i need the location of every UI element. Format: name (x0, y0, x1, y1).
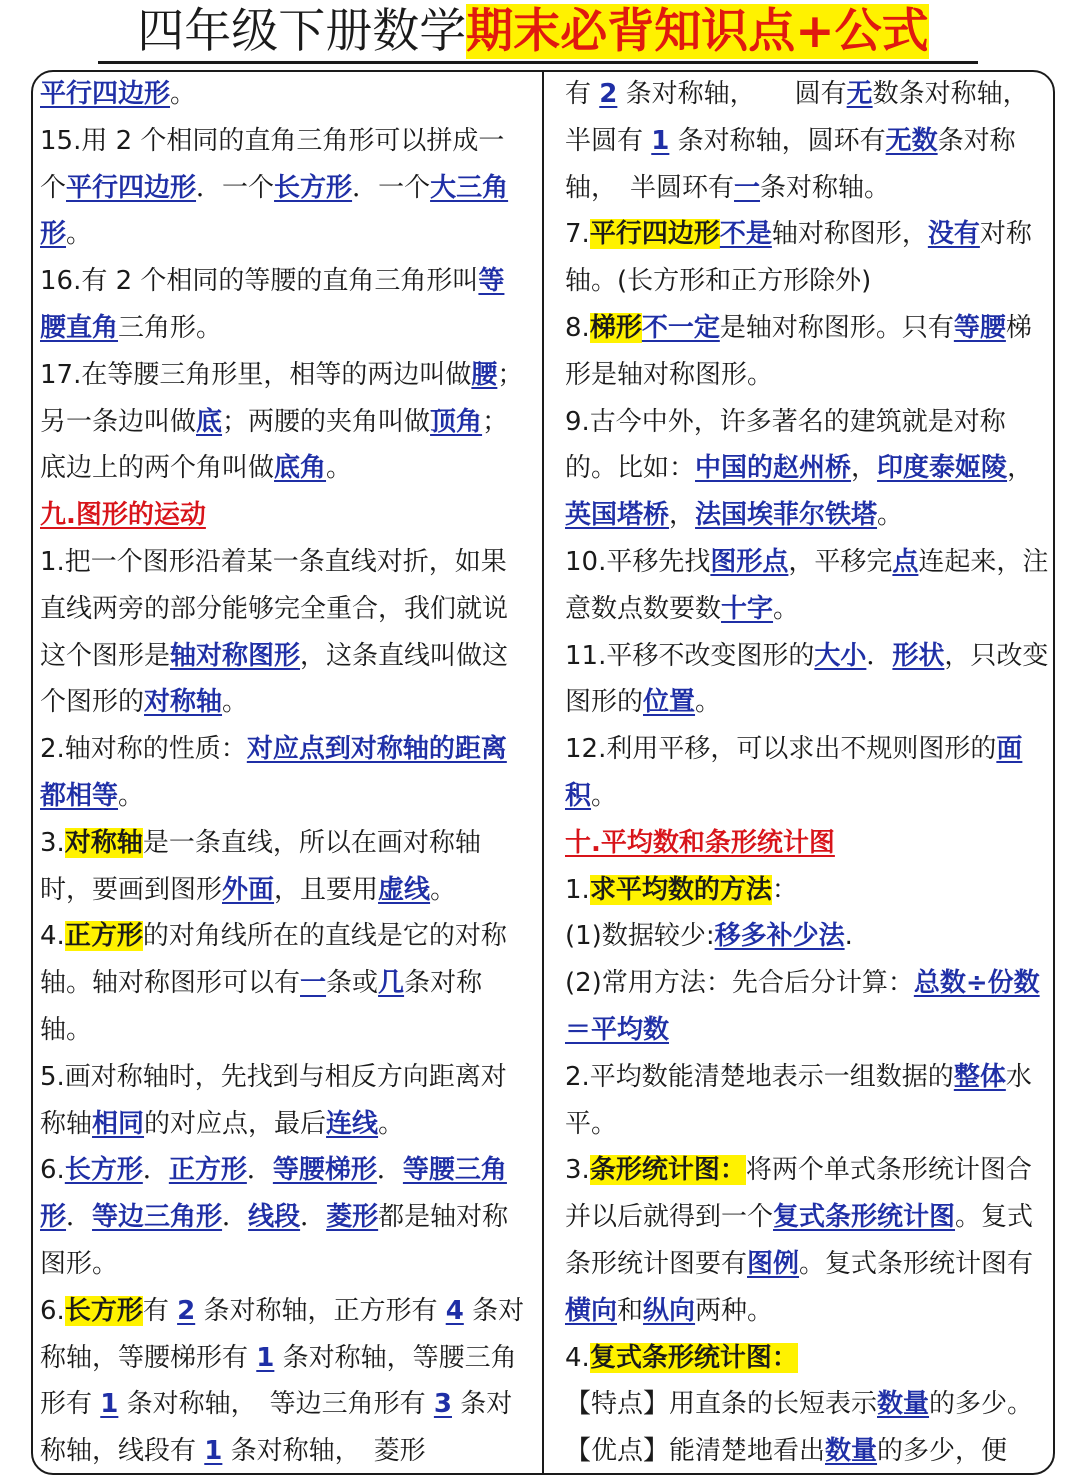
key-term: 法国埃菲尔铁塔 (695, 500, 878, 531)
text-segment: 条对称轴，圆环有 (669, 125, 886, 156)
paragraph (565, 211, 1051, 305)
key-term: 2 (599, 79, 618, 109)
text-segment: 16.有 2 个相同的等腰的直角三角形叫 (40, 266, 479, 297)
text-segment: ， (669, 500, 696, 531)
text-segment: 条对称轴， 圆有 (617, 79, 847, 109)
paragraph (565, 913, 1051, 960)
key-term: 图形点 (710, 546, 789, 577)
key-term: 长方形 (274, 172, 353, 203)
title-part2-highlighted: 期末必背知识点+公式 (466, 4, 929, 59)
text-segment: 。 (326, 453, 353, 484)
paragraph (565, 1381, 1051, 1428)
section-heading: 九.图形的运动 (40, 500, 206, 531)
key-term: 底 (196, 406, 223, 437)
text-segment: ，且要用 (274, 874, 379, 905)
paragraph (40, 352, 530, 492)
paragraph (565, 633, 1051, 727)
text-segment: 和 (617, 1295, 644, 1326)
paragraph (565, 1147, 1051, 1334)
text-segment: 将两个单式条形统计图合并以后就得到一个 (565, 1155, 1032, 1233)
column-divider (542, 70, 544, 1475)
key-term: 没有 (927, 219, 980, 250)
text-segment: ： (771, 874, 798, 905)
text-segment: ，这条直线叫做这个图形的 (40, 640, 509, 718)
key-term: 十字 (721, 593, 774, 624)
text-segment: ． (222, 1202, 249, 1233)
text-segment: 。 (695, 687, 722, 718)
key-term: 几 (378, 968, 405, 999)
section-heading: 十.平均数和条形统计图 (565, 827, 835, 858)
paragraph (40, 1288, 530, 1473)
text-segment: 是轴对称图形。只有 (719, 312, 954, 343)
text-segment: 。 (591, 780, 618, 811)
text-segment: 【优点】能清楚地看出 (565, 1436, 826, 1467)
right-column (565, 71, 1051, 1473)
text-segment: (2)常用方法：先合后分计算： (565, 968, 914, 999)
text-segment: 。 (66, 219, 93, 250)
title-underline (98, 61, 978, 64)
page-title (0, 0, 1066, 64)
text-segment: 17.在等腰三角形里，相等的两边叫做 (40, 359, 472, 390)
text-segment: 的多少，便 (877, 1436, 1008, 1467)
paragraph (40, 1054, 530, 1148)
paragraph (40, 71, 530, 118)
paragraph (565, 1428, 1051, 1473)
key-term: 线段 (248, 1202, 301, 1233)
text-segment: 的对应点，最后 (144, 1108, 327, 1139)
paragraph (40, 913, 530, 1053)
key-term: 2 (177, 1295, 196, 1326)
key-term: 顶角 (430, 406, 483, 437)
key-term: 移多补少法 (714, 921, 845, 952)
text-segment: ；底边上的两个角叫做 (40, 406, 509, 484)
highlighted-term: 长方形 (64, 1295, 143, 1326)
text-segment: 11.平移不改变图形的 (565, 640, 815, 671)
key-term: 大小 (814, 640, 867, 671)
text-segment: 的多少。 (929, 1389, 1034, 1420)
key-term: 正方形 (168, 1155, 247, 1186)
text-segment: 有 (565, 79, 600, 109)
key-term: 无 (846, 79, 873, 109)
text-segment: 。复式条形统计图有 (799, 1248, 1034, 1279)
text-segment: 梯形是轴对称图形。 (565, 312, 1032, 390)
text-segment: 2.平均数能清楚地表示一组数据的 (565, 1061, 954, 1092)
text-segment: 4. (565, 1342, 590, 1373)
text-segment: 6. (40, 1155, 65, 1186)
left-column (40, 71, 530, 1473)
key-term: 数量 (877, 1389, 930, 1420)
key-term: 位置 (643, 687, 696, 718)
text-segment: 【特点】用直条的长短表示 (565, 1389, 878, 1420)
text-segment: ．一个 (196, 172, 275, 203)
text-segment: 9.古今中外，许多著名的建筑就是对称的。比如： (565, 406, 1006, 484)
text-segment: 条对称轴，等腰梯形有 (40, 1295, 525, 1373)
key-term: 菱形 (326, 1202, 379, 1233)
text-segment: 12.利用平移，可以求出不规则图形的 (565, 734, 997, 765)
text-segment: (1)数据较少: (565, 921, 715, 952)
text-segment: 连起来，注意数点数要数 (565, 546, 1049, 624)
key-term: 4 (445, 1295, 464, 1326)
key-term: 连线 (326, 1108, 379, 1139)
key-term: 无数 (885, 125, 938, 156)
text-segment: 数条对称轴，半圆有 (565, 79, 1029, 156)
highlighted-term: 复式条形统计图： (589, 1342, 798, 1373)
paragraph (565, 305, 1051, 399)
key-term: 1 (651, 125, 670, 156)
text-segment: 。 (378, 1108, 405, 1139)
text-segment: 条对称轴， 等边三角形有 (118, 1389, 434, 1420)
text-segment: ．一个 (352, 172, 431, 203)
key-term: 总数÷份数＝平均数 (565, 968, 1040, 1045)
text-segment: 4. (40, 921, 65, 952)
text-segment: 8. (565, 312, 590, 343)
text-segment: ． (376, 1155, 403, 1186)
paragraph (40, 118, 530, 258)
key-term: 轴对称图形 (170, 640, 301, 671)
paragraph (40, 539, 530, 726)
key-term: 一 (300, 968, 327, 999)
text-segment: 三角形。 (118, 312, 223, 343)
key-term: 等边三角形 (92, 1202, 223, 1233)
paragraph (40, 492, 530, 539)
paragraph (40, 820, 530, 914)
key-term: 平行四边形 (66, 172, 197, 203)
text-segment: 两种。 (695, 1295, 774, 1326)
text-segment: 2.轴对称的性质： (40, 734, 247, 765)
key-term: 形状 (892, 640, 945, 671)
key-term: 1 (256, 1342, 275, 1373)
key-term: 纵向 (643, 1295, 696, 1326)
key-term: 等腰直角 (40, 266, 505, 343)
paragraph (565, 399, 1051, 539)
key-term: 1 (204, 1436, 223, 1467)
text-segment: ， (851, 453, 878, 484)
highlighted-term: 平行四边形 (589, 219, 720, 250)
text-segment: 6. (40, 1295, 65, 1326)
text-segment: 轴对称图形， (771, 219, 928, 250)
key-term: 腰 (471, 359, 498, 390)
key-term: 等腰三角形 (40, 1155, 507, 1233)
text-segment: 的对角线所在的直线是它的对称轴。轴对称图形可以有 (40, 921, 507, 999)
text-segment: 条对称轴。 (760, 172, 891, 203)
highlighted-term: 梯形 (589, 312, 642, 343)
text-segment: 都是轴对称图形。 (40, 1202, 509, 1279)
text-segment: ；另一条边叫做 (40, 359, 524, 437)
text-segment: 3. (40, 827, 65, 858)
key-term: 等腰梯形 (272, 1155, 377, 1186)
highlighted-term: 正方形 (64, 921, 143, 952)
key-term: 对应点到对称轴的距离都相等 (40, 734, 507, 811)
key-term: 印度泰姬陵 (877, 453, 1008, 484)
key-term: 复式条形统计图 (773, 1202, 956, 1233)
text-segment: 10.平移先找 (565, 546, 711, 577)
paragraph (565, 71, 1051, 211)
text-segment: 5.画对称轴时，先找到与相反方向距离对称轴 (40, 1061, 507, 1139)
text-segment: 。 (430, 874, 457, 905)
key-term: 图例 (747, 1248, 800, 1279)
key-term: 1 (100, 1389, 119, 1420)
text-segment: ， (1007, 453, 1034, 484)
text-segment: ，只改变图形的 (565, 640, 1049, 718)
key-term: 横向 (565, 1295, 618, 1326)
text-segment: 条对称轴。 (40, 968, 483, 1045)
text-segment: ． (300, 1202, 327, 1233)
text-segment: 对称轴。(长方形和正方形除外) (565, 219, 1032, 297)
highlighted-term: 条形统计图： (589, 1155, 746, 1186)
key-term: 中国的赵州桥 (695, 453, 852, 484)
text-segment: ；两腰的夹角叫做 (222, 406, 431, 437)
text-segment: 。 (222, 687, 249, 718)
text-segment: 是一条直线，所以在画对称轴时，要画到图形 (40, 827, 481, 905)
text-segment: 条对称轴， 半圆环有 (565, 125, 1016, 203)
key-term: 面积 (565, 734, 1023, 811)
text-segment: 。 (877, 500, 904, 531)
text-segment: 有 (142, 1295, 178, 1326)
text-segment: 。复式条形统计图要有 (565, 1202, 1034, 1279)
key-term: 点 (892, 546, 919, 577)
paragraph (565, 867, 1051, 914)
text-segment: ． (66, 1202, 93, 1233)
paragraph (565, 820, 1051, 867)
text-segment: 。 (170, 79, 197, 109)
key-term: 一 (734, 172, 761, 203)
key-term: 英国塔桥 (565, 500, 670, 531)
text-segment: . (844, 921, 853, 952)
text-segment: 。 (118, 780, 145, 811)
key-term: 整体 (953, 1061, 1006, 1092)
highlighted-term: 对称轴 (64, 827, 143, 858)
key-term: 长方形 (64, 1155, 143, 1186)
text-segment: ． (246, 1155, 273, 1186)
key-term: 虚线 (378, 874, 431, 905)
text-segment: 条或 (326, 968, 379, 999)
key-term: 3 (433, 1389, 452, 1420)
key-term: 等腰 (953, 312, 1006, 343)
key-term: 不一定 (641, 312, 720, 343)
paragraph (565, 726, 1051, 820)
paragraph (40, 726, 530, 820)
key-term: 相同 (92, 1108, 145, 1139)
key-term: 平行四边形 (40, 79, 171, 109)
paragraph (565, 1335, 1051, 1382)
highlighted-term: 求平均数的方法 (589, 874, 772, 905)
text-segment: 15.用 2 个相同的直角三角形可以拼成一个 (40, 125, 505, 203)
paragraph (565, 539, 1051, 633)
text-segment: 3. (565, 1155, 590, 1186)
key-term: 对称轴 (144, 687, 223, 718)
paragraph (565, 1054, 1051, 1148)
text-segment: ，平移完 (788, 546, 893, 577)
text-segment: 7. (565, 219, 590, 250)
key-term: 大三角形 (40, 172, 509, 250)
text-segment: 条对称轴， 菱形 (222, 1436, 426, 1467)
key-term: 不是 (719, 219, 772, 250)
key-term: 底角 (274, 453, 327, 484)
text-segment: 1. (565, 874, 590, 905)
text-segment: ． (866, 640, 893, 671)
text-segment: ． (142, 1155, 169, 1186)
text-segment: 条对称轴，正方形有 (195, 1295, 446, 1326)
paragraph (40, 1147, 530, 1287)
text-segment: 。 (773, 593, 800, 624)
key-term: 外面 (222, 874, 275, 905)
paragraph (40, 258, 530, 352)
text-segment: 条对称轴，线段有 (40, 1389, 513, 1467)
text-segment: 1.把一个图形沿着某一条直线对折，如果直线两旁的部分能够完全重合，我们就说这个图形是 (40, 546, 509, 671)
key-term: 数量 (825, 1436, 878, 1467)
paragraph (565, 960, 1051, 1054)
title-part1: 四年级下册数学 (137, 4, 467, 59)
text-segment: 条对称轴，等腰三角形有 (40, 1342, 517, 1420)
text-segment: 水平。 (565, 1061, 1032, 1139)
